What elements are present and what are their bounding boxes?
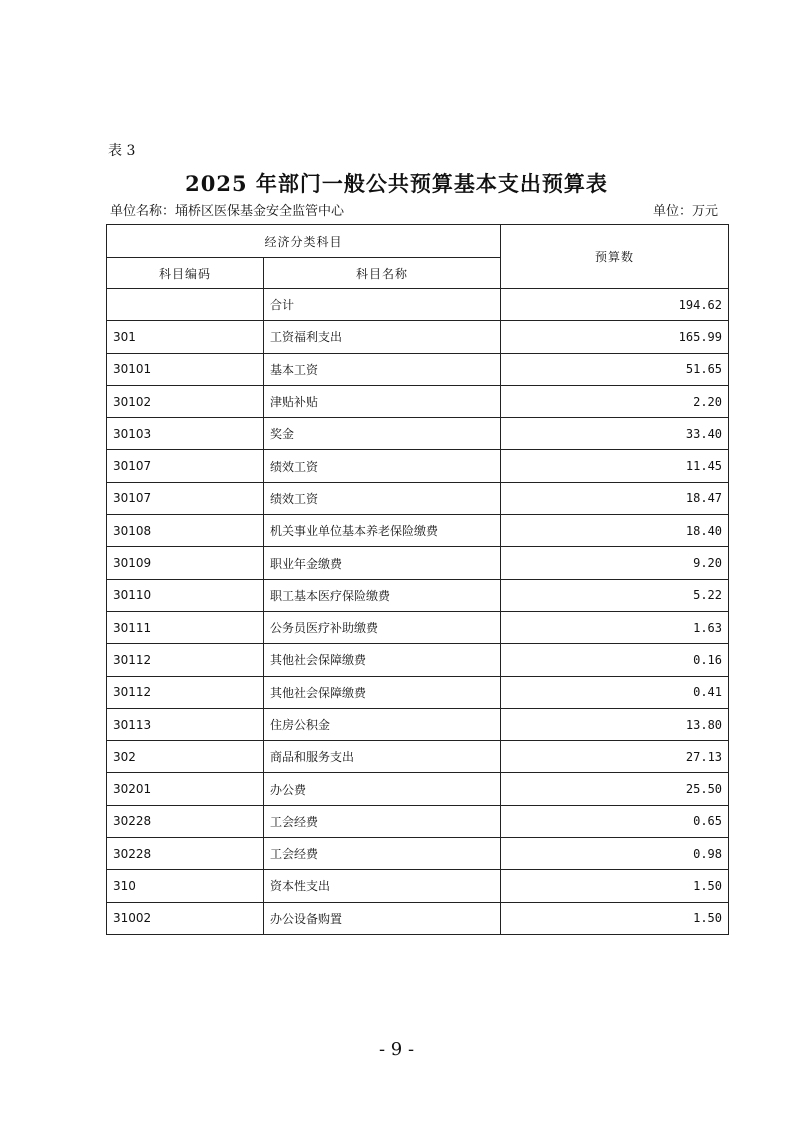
subject-name-cell: 机关事业单位基本养老保险缴费 [264, 515, 501, 547]
table-row [107, 611, 729, 643]
budget-amount-cell: 1.50 [501, 870, 729, 902]
subject-code-cell: 30112 [107, 644, 264, 676]
table-row [107, 418, 729, 450]
table-row [107, 708, 729, 740]
subject-name-cell: 绩效工资 [264, 450, 501, 482]
currency-unit-label: 单位：万元 [652, 204, 718, 219]
table-row [107, 353, 729, 385]
subject-name-cell: 津贴补贴 [264, 385, 501, 417]
table-row [107, 773, 729, 805]
subject-code-cell: 301 [107, 321, 264, 353]
table-row [107, 450, 729, 482]
table-row [107, 515, 729, 547]
budget-table [106, 224, 729, 935]
subject-code-cell: 30109 [107, 547, 264, 579]
subject-name-cell: 合计 [264, 289, 501, 321]
subject-name-cell: 住房公积金 [264, 708, 501, 740]
subject-code-cell: 30108 [107, 515, 264, 547]
budget-amount-cell: 1.63 [501, 611, 729, 643]
subject-name-header: 科目名称 [264, 258, 501, 289]
subject-name-cell: 工会经费 [264, 838, 501, 870]
subject-name-cell: 商品和服务支出 [264, 741, 501, 773]
subject-name-cell: 公务员医疗补助缴费 [264, 611, 501, 643]
table-row [107, 482, 729, 514]
page-title: 2025 年部门一般公共预算基本支出预算表 [185, 171, 608, 196]
table-row [107, 547, 729, 579]
table-row [107, 676, 729, 708]
table-body [107, 289, 729, 935]
subject-name-cell: 职工基本医疗保险缴费 [264, 579, 501, 611]
budget-amount-cell: 1.50 [501, 902, 729, 934]
table-row [107, 321, 729, 353]
subject-name-cell: 工资福利支出 [264, 321, 501, 353]
subject-code-cell: 30102 [107, 385, 264, 417]
budget-amount-cell: 33.40 [501, 418, 729, 450]
budget-amount-cell: 27.13 [501, 741, 729, 773]
table-row [107, 385, 729, 417]
table-row [107, 870, 729, 902]
budget-amount-cell: 51.65 [501, 353, 729, 385]
page-number: - 9 - [378, 1039, 415, 1060]
subject-code-cell: 30110 [107, 579, 264, 611]
subject-code-cell: 30228 [107, 838, 264, 870]
subject-code-header: 科目编码 [107, 258, 264, 289]
budget-amount-cell: 25.50 [501, 773, 729, 805]
subject-name-cell: 奖金 [264, 418, 501, 450]
subject-code-cell: 30107 [107, 450, 264, 482]
subject-name-cell: 基本工资 [264, 353, 501, 385]
subject-name-cell: 绩效工资 [264, 482, 501, 514]
budget-amount-cell: 0.98 [501, 838, 729, 870]
table-row [107, 741, 729, 773]
table-row [107, 644, 729, 676]
subject-name-cell: 资本性支出 [264, 870, 501, 902]
budget-amount-cell: 5.22 [501, 579, 729, 611]
budget-amount-header: 预算数 [501, 225, 729, 289]
table-row [107, 902, 729, 934]
subject-name-cell: 办公费 [264, 773, 501, 805]
table-row [107, 838, 729, 870]
budget-amount-cell: 11.45 [501, 450, 729, 482]
budget-amount-cell: 0.16 [501, 644, 729, 676]
budget-amount-cell: 9.20 [501, 547, 729, 579]
subject-code-cell: 30103 [107, 418, 264, 450]
subject-code-cell: 310 [107, 870, 264, 902]
budget-amount-cell: 194.62 [501, 289, 729, 321]
subject-code-cell: 31002 [107, 902, 264, 934]
table-label: 表 3 [108, 143, 136, 159]
budget-amount-cell: 2.20 [501, 385, 729, 417]
subject-name-cell: 工会经费 [264, 805, 501, 837]
subject-name-cell: 职业年金缴费 [264, 547, 501, 579]
budget-amount-cell: 0.41 [501, 676, 729, 708]
subject-code-cell: 30201 [107, 773, 264, 805]
subject-code-cell: 30112 [107, 676, 264, 708]
unit-name-label: 单位名称：埇桥区医保基金安全监管中心 [110, 204, 345, 219]
table-row [107, 805, 729, 837]
budget-amount-cell: 18.40 [501, 515, 729, 547]
budget-amount-cell: 18.47 [501, 482, 729, 514]
table-row [107, 579, 729, 611]
subject-name-cell: 其他社会保障缴费 [264, 676, 501, 708]
subject-code-cell: 30113 [107, 708, 264, 740]
budget-amount-cell: 13.80 [501, 708, 729, 740]
subject-code-cell: 30107 [107, 482, 264, 514]
subject-code-cell: 30111 [107, 611, 264, 643]
subject-name-cell: 办公设备购置 [264, 902, 501, 934]
subject-code-cell: 30101 [107, 353, 264, 385]
economic-classification-header: 经济分类科目 [107, 225, 501, 258]
subject-code-cell: 302 [107, 741, 264, 773]
table-row [107, 289, 729, 321]
subject-name-cell: 其他社会保障缴费 [264, 644, 501, 676]
subject-code-cell: 30228 [107, 805, 264, 837]
budget-amount-cell: 0.65 [501, 805, 729, 837]
subject-code-cell [107, 289, 264, 321]
budget-amount-cell: 165.99 [501, 321, 729, 353]
